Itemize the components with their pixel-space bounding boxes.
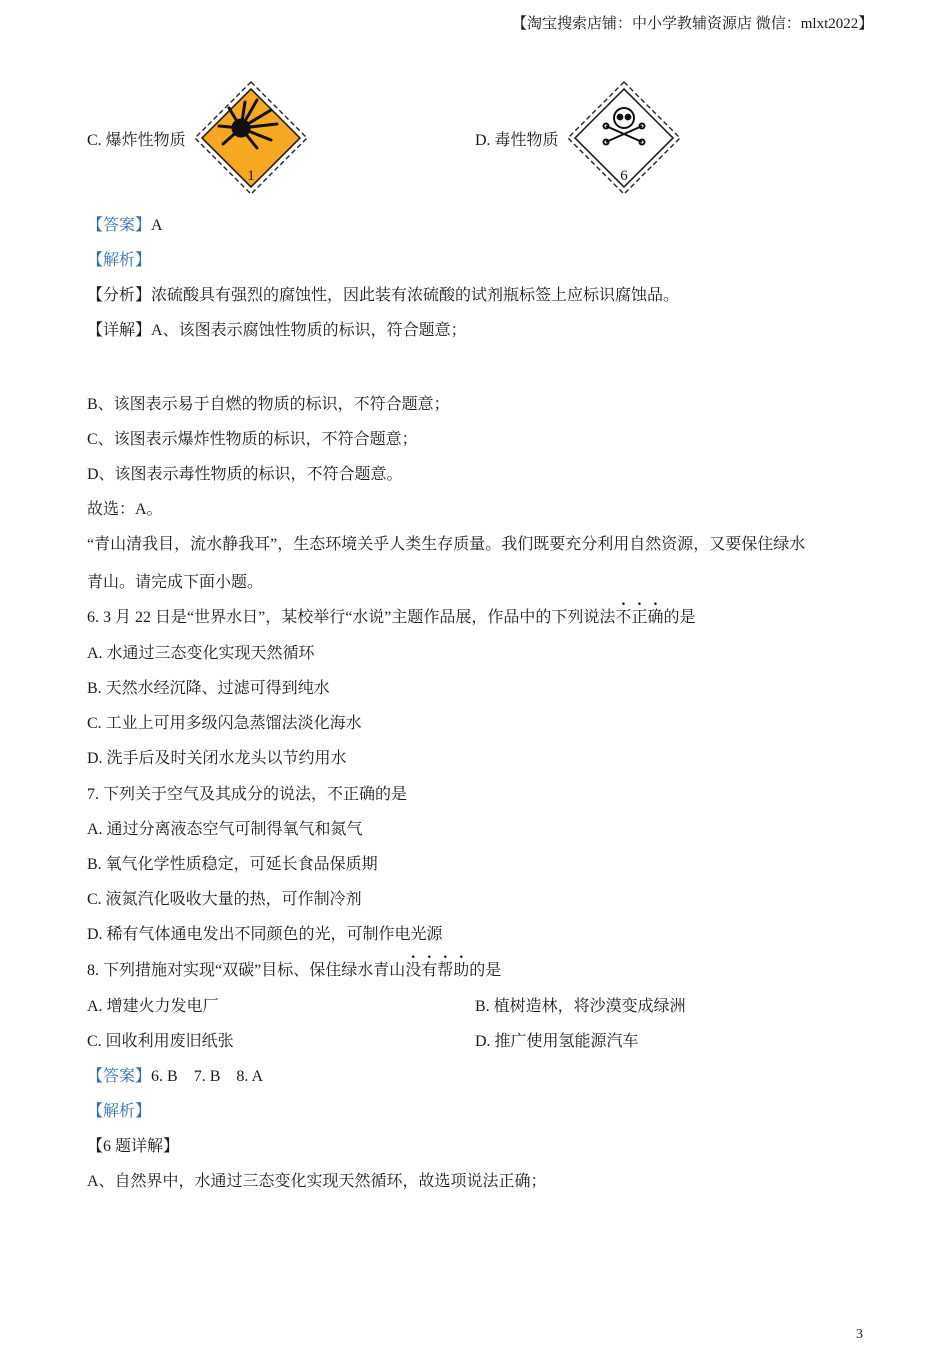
page-number: 3 xyxy=(856,1327,863,1342)
q8-stem-pre: 8. 下列措施对实现“双碳”目标、保住绿水青山 xyxy=(87,962,406,979)
q8-stem xyxy=(87,961,501,981)
toxic-hazard-sign xyxy=(566,80,682,196)
sign-number: 6 xyxy=(620,168,628,184)
q6-option-d: D. 洗手后及时关闭水龙头以节约用水 xyxy=(87,750,347,767)
sign-number: 1 xyxy=(247,168,255,184)
q6-detail-tag: 【6 题详解】 xyxy=(87,1138,180,1155)
q8-option-a: A. 增建火力发电厂 xyxy=(87,998,219,1015)
answer-tag: 【答案】 xyxy=(87,1068,152,1085)
q7-option-c: C. 液氮汽化吸收大量的热，可作制冷剂 xyxy=(87,891,362,908)
q8-option-d: D. 推广使用氢能源汽车 xyxy=(475,1033,639,1050)
xiangjie-line-b: B、该图表示易于自燃的物质的标识，不符合题意； xyxy=(87,396,450,413)
emphasis-char: 助 xyxy=(453,962,470,979)
xiangjie-tag: 【详解】 xyxy=(87,322,152,339)
answer-value: 6. B 7. B 8. A xyxy=(151,1068,264,1085)
emphasis-char: 正 xyxy=(631,609,648,626)
fenxi-tag: 【分析】 xyxy=(87,287,152,304)
analysis-tag: 【解析】 xyxy=(87,252,152,269)
xiangjie-line-a: A、该图表示腐蚀性物质的标识，符合题意； xyxy=(151,322,467,339)
emphasis-char: 帮 xyxy=(437,962,454,979)
q6-detail-line-a: A、自然界中，水通过三态变化实现天然循环，故选项说法正确； xyxy=(87,1173,547,1190)
q6-stem-pre: 6. 3 月 22 日是“世界水日”，某校举行“水说”主题作品展，作品中的下列说法 xyxy=(87,609,616,626)
explosive-hazard-sign xyxy=(193,80,309,196)
passage-line-1: “青山清我目，流水静我耳”，生态环境关乎人类生存质量。我们既要充分利用自然资源，又要保住绿水 xyxy=(87,536,806,553)
q6-stem-post: 的是 xyxy=(663,609,696,626)
emphasis-char: 确 xyxy=(647,609,664,626)
option-c-label: C. 爆炸性物质 xyxy=(87,132,186,149)
q7-option-a: A. 通过分离液态空气可制得氧气和氮气 xyxy=(87,821,363,838)
answer-tag: 【答案】 xyxy=(87,217,152,234)
q5-answer xyxy=(87,216,163,236)
q8-option-b: B. 植树造林，将沙漠变成绿洲 xyxy=(475,998,686,1015)
q678-answer xyxy=(87,1067,263,1087)
answer-value: A xyxy=(151,217,163,234)
passage-line-2: 青山。请完成下面小题。 xyxy=(87,574,264,591)
xiangjie-line-d: D、该图表示毒性物质的标识，不符合题意。 xyxy=(87,466,403,483)
emphasis-char: 有 xyxy=(421,962,438,979)
q8-stem-post: 的是 xyxy=(469,962,502,979)
q6-option-a: A. 水通过三态变化实现天然循环 xyxy=(87,645,315,662)
xiangjie-line-c: C、该图表示爆炸性物质的标识，不符合题意； xyxy=(87,431,418,448)
analysis-tag: 【解析】 xyxy=(87,1103,152,1120)
q6-option-b: B. 天然水经沉降、过滤可得到纯水 xyxy=(87,680,330,697)
q6-option-c: C. 工业上可用多级闪急蒸馏法淡化海水 xyxy=(87,715,362,732)
emphasis-char: 不 xyxy=(615,609,632,626)
q5-fenxi xyxy=(87,286,679,306)
emphasis-char: 没 xyxy=(405,962,422,979)
q7-option-d: D. 稀有气体通电发出不同颜色的光，可制作电光源 xyxy=(87,926,443,943)
q6-stem xyxy=(87,608,695,628)
q7-option-b: B. 氧气化学性质稳定，可延长食品保质期 xyxy=(87,856,378,873)
page-header: 【淘宝搜索店铺：中小学教辅资源店 微信：mlxt2022】 xyxy=(512,16,874,32)
q8-option-c: C. 回收利用废旧纸张 xyxy=(87,1033,234,1050)
fenxi-text: 浓硫酸具有强烈的腐蚀性，因此装有浓硫酸的试剂瓶标签上应标识腐蚀品。 xyxy=(151,287,680,304)
option-d-label: D. 毒性物质 xyxy=(475,132,559,149)
q5-xiangjie xyxy=(87,321,467,341)
conclusion: 故选：A。 xyxy=(87,501,163,518)
q7-stem: 7. 下列关于空气及其成分的说法，不正确的是 xyxy=(87,786,408,803)
